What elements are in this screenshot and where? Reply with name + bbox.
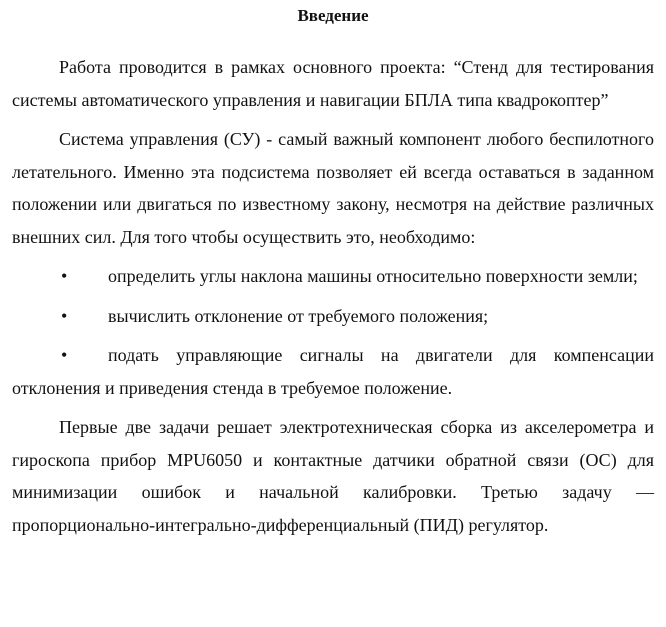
- list-item-text: определить углы наклона машины относительно поверхности земли;: [108, 266, 638, 286]
- paragraph-control-system: Система управления (СУ) - самый важный компонент любого беспилотного летательного. Именно эта подсистема позволяет ей всегда оставаться в заданном положении или двигаться по известному закону, несмотря на действие различных внешних сил. Для того чтобы осуществить это, необходимо:: [12, 129, 654, 247]
- bullet-icon: •: [61, 266, 68, 286]
- list-item-text: вычислить отклонение от требуемого положения;: [108, 305, 489, 326]
- bullet-icon: •: [61, 305, 68, 326]
- paragraph-intro: Работа проводится в рамках основного проекта: “Стенд для тестирования системы автоматического управления и навигации БПЛА типа квадрокоптер”: [12, 57, 654, 110]
- list-item-text: подать управляющие сигналы на двигатели для компенсации отклонения и приведения стенда в требуемое положение.: [12, 345, 654, 398]
- list-item: [12, 300, 654, 333]
- task-list: [12, 260, 654, 404]
- bullet-icon: •: [61, 345, 68, 365]
- list-item: [12, 260, 654, 293]
- paragraph-tasks-solution: Первые две задачи решает электротехническая сборка из акселерометра и гироскопа прибор MPU6050 и контактные датчики обратной связи (ОС) для минимизации ошибок и начальной калибровки. Третью задачу — пропорционально-интегрально-дифференциальный (ПИД) регулятор.: [12, 417, 654, 535]
- list-item: [12, 339, 654, 404]
- section-title: Введение: [297, 6, 369, 25]
